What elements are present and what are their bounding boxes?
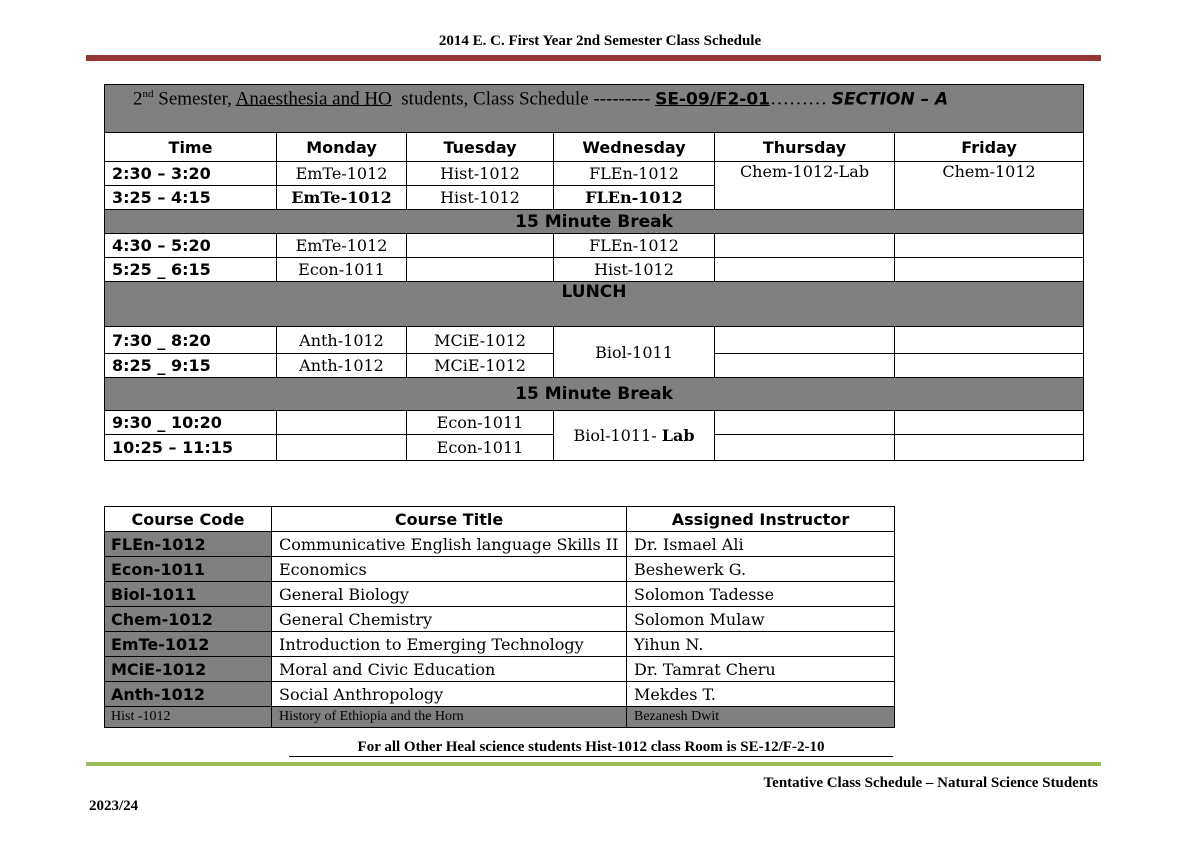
wednesday-cell: Biol-1011 [554,327,715,378]
time-cell: 8:25 _ 9:15 [105,354,277,378]
schedule-row [105,162,1084,186]
break-row: 15 Minute Break [105,210,1084,234]
monday-cell: EmTe-1012 [277,162,407,186]
thursday-cell [715,354,895,378]
students-text: students, Class Schedule --------- [391,88,656,110]
lunch-row: LUNCH [105,282,1084,327]
course-instructor: Beshewerk G. [627,557,895,582]
course-title: Moral and Civic Education [272,657,627,682]
header-friday: Friday [895,133,1084,162]
section-label: SECTION – A [831,89,949,110]
wednesday-cell: Hist-1012 [554,258,715,282]
semester-number: 2 [133,88,143,110]
course-code: FLEn-1012 [105,532,272,557]
footer-year: 2023/24 [89,798,139,814]
wednesday-cell: FLEn-1012 [554,162,715,186]
course-row [105,607,895,632]
course-row [105,707,895,728]
class-schedule-table [104,84,1084,461]
time-cell: 9:30 _ 10:20 [105,411,277,435]
header-tuesday: Tuesday [407,133,554,162]
course-row [105,682,895,707]
course-row [105,657,895,682]
course-title: General Chemistry [272,607,627,632]
course-code: Econ-1011 [105,557,272,582]
monday-cell: Econ-1011 [277,258,407,282]
wednesday-lab-course: Biol-1011- [573,426,662,445]
footer-rule [86,762,1101,766]
monday-cell: Anth-1012 [277,354,407,378]
friday-cell [895,327,1084,354]
friday-cell [895,411,1084,435]
course-code: Anth-1012 [105,682,272,707]
course-instructor-table [104,506,895,728]
break-row: 15 Minute Break [105,378,1084,411]
course-instructor: Solomon Tadesse [627,582,895,607]
footer-caption: Tentative Class Schedule – Natural Science Students [763,775,1098,791]
header-course-title: Course Title [272,507,627,532]
course-row [105,532,895,557]
course-title: History of Ethiopia and the Horn [272,707,627,728]
tuesday-cell: Hist-1012 [407,186,554,210]
course-title: Social Anthropology [272,682,627,707]
header-time: Time [105,133,277,162]
header-monday: Monday [277,133,407,162]
room-code: SE-09/F2-01 [655,89,771,110]
thursday-cell [715,258,895,282]
course-instructor: Solomon Mulaw [627,607,895,632]
thursday-cell: Chem-1012-Lab [715,162,895,210]
tuesday-cell: MCiE-1012 [407,327,554,354]
schedule-row [105,327,1084,354]
thursday-cell [715,234,895,258]
document-title: 2014 E. C. First Year 2nd Semester Class Schedule [438,33,762,49]
semester-ordinal: nd [142,88,154,100]
tuesday-cell [407,258,554,282]
time-cell: 10:25 – 11:15 [105,435,277,461]
class-room-note: For all Other Heal science students Hist-1012 class Room is SE-12/F-2-10 [289,738,893,757]
course-row [105,582,895,607]
thursday-cell [715,435,895,461]
course-instructor: Dr. Tamrat Cheru [627,657,895,682]
course-row [105,557,895,582]
course-code: MCiE-1012 [105,657,272,682]
tuesday-cell: Econ-1011 [407,411,554,435]
tuesday-cell: Hist-1012 [407,162,554,186]
course-instructor: Dr. Ismael Ali [627,532,895,557]
wednesday-cell: FLEn-1012 [554,234,715,258]
time-cell: 5:25 _ 6:15 [105,258,277,282]
course-title: Communicative English language Skills II [272,532,627,557]
course-code: Biol-1011 [105,582,272,607]
schedule-row [105,258,1084,282]
schedule-header-row [105,133,1084,162]
program-name: Anaesthesia and HO [235,88,392,110]
friday-cell [895,258,1084,282]
course-header-row [105,507,895,532]
wednesday-cell [554,411,715,461]
semester-word: Semester, [153,88,236,110]
course-title: Economics [272,557,627,582]
monday-cell [277,435,407,461]
header-assigned-instructor: Assigned Instructor [627,507,895,532]
header-rule [86,55,1101,61]
course-title: General Biology [272,582,627,607]
schedule-row [105,234,1084,258]
course-code: Chem-1012 [105,607,272,632]
time-cell: 7:30 _ 8:20 [105,327,277,354]
time-cell: 2:30 – 3:20 [105,162,277,186]
header-thursday: Thursday [715,133,895,162]
friday-cell [895,435,1084,461]
wednesday-lab-suffix: Lab [661,426,695,445]
header-wednesday: Wednesday [554,133,715,162]
tuesday-cell: MCiE-1012 [407,354,554,378]
thursday-cell [715,327,895,354]
schedule-row [105,411,1084,435]
course-instructor: Yihun N. [627,632,895,657]
monday-cell: EmTe-1012 [277,234,407,258]
banner-dots: ……… [770,88,832,110]
friday-cell [895,354,1084,378]
time-cell: 3:25 – 4:15 [105,186,277,210]
header-course-code: Course Code [105,507,272,532]
monday-cell: EmTe-1012 [277,186,407,210]
thursday-cell [715,411,895,435]
course-row [105,632,895,657]
friday-cell [895,234,1084,258]
course-instructor: Mekdes T. [627,682,895,707]
schedule-banner [105,85,1084,133]
monday-cell [277,411,407,435]
tuesday-cell: Econ-1011 [407,435,554,461]
wednesday-cell: FLEn-1012 [554,186,715,210]
course-code: Hist -1012 [105,707,272,728]
friday-cell: Chem-1012 [895,162,1084,210]
course-code: EmTe-1012 [105,632,272,657]
monday-cell: Anth-1012 [277,327,407,354]
course-title: Introduction to Emerging Technology [272,632,627,657]
tuesday-cell [407,234,554,258]
course-instructor: Bezanesh Dwit [627,707,895,728]
time-cell: 4:30 – 5:20 [105,234,277,258]
